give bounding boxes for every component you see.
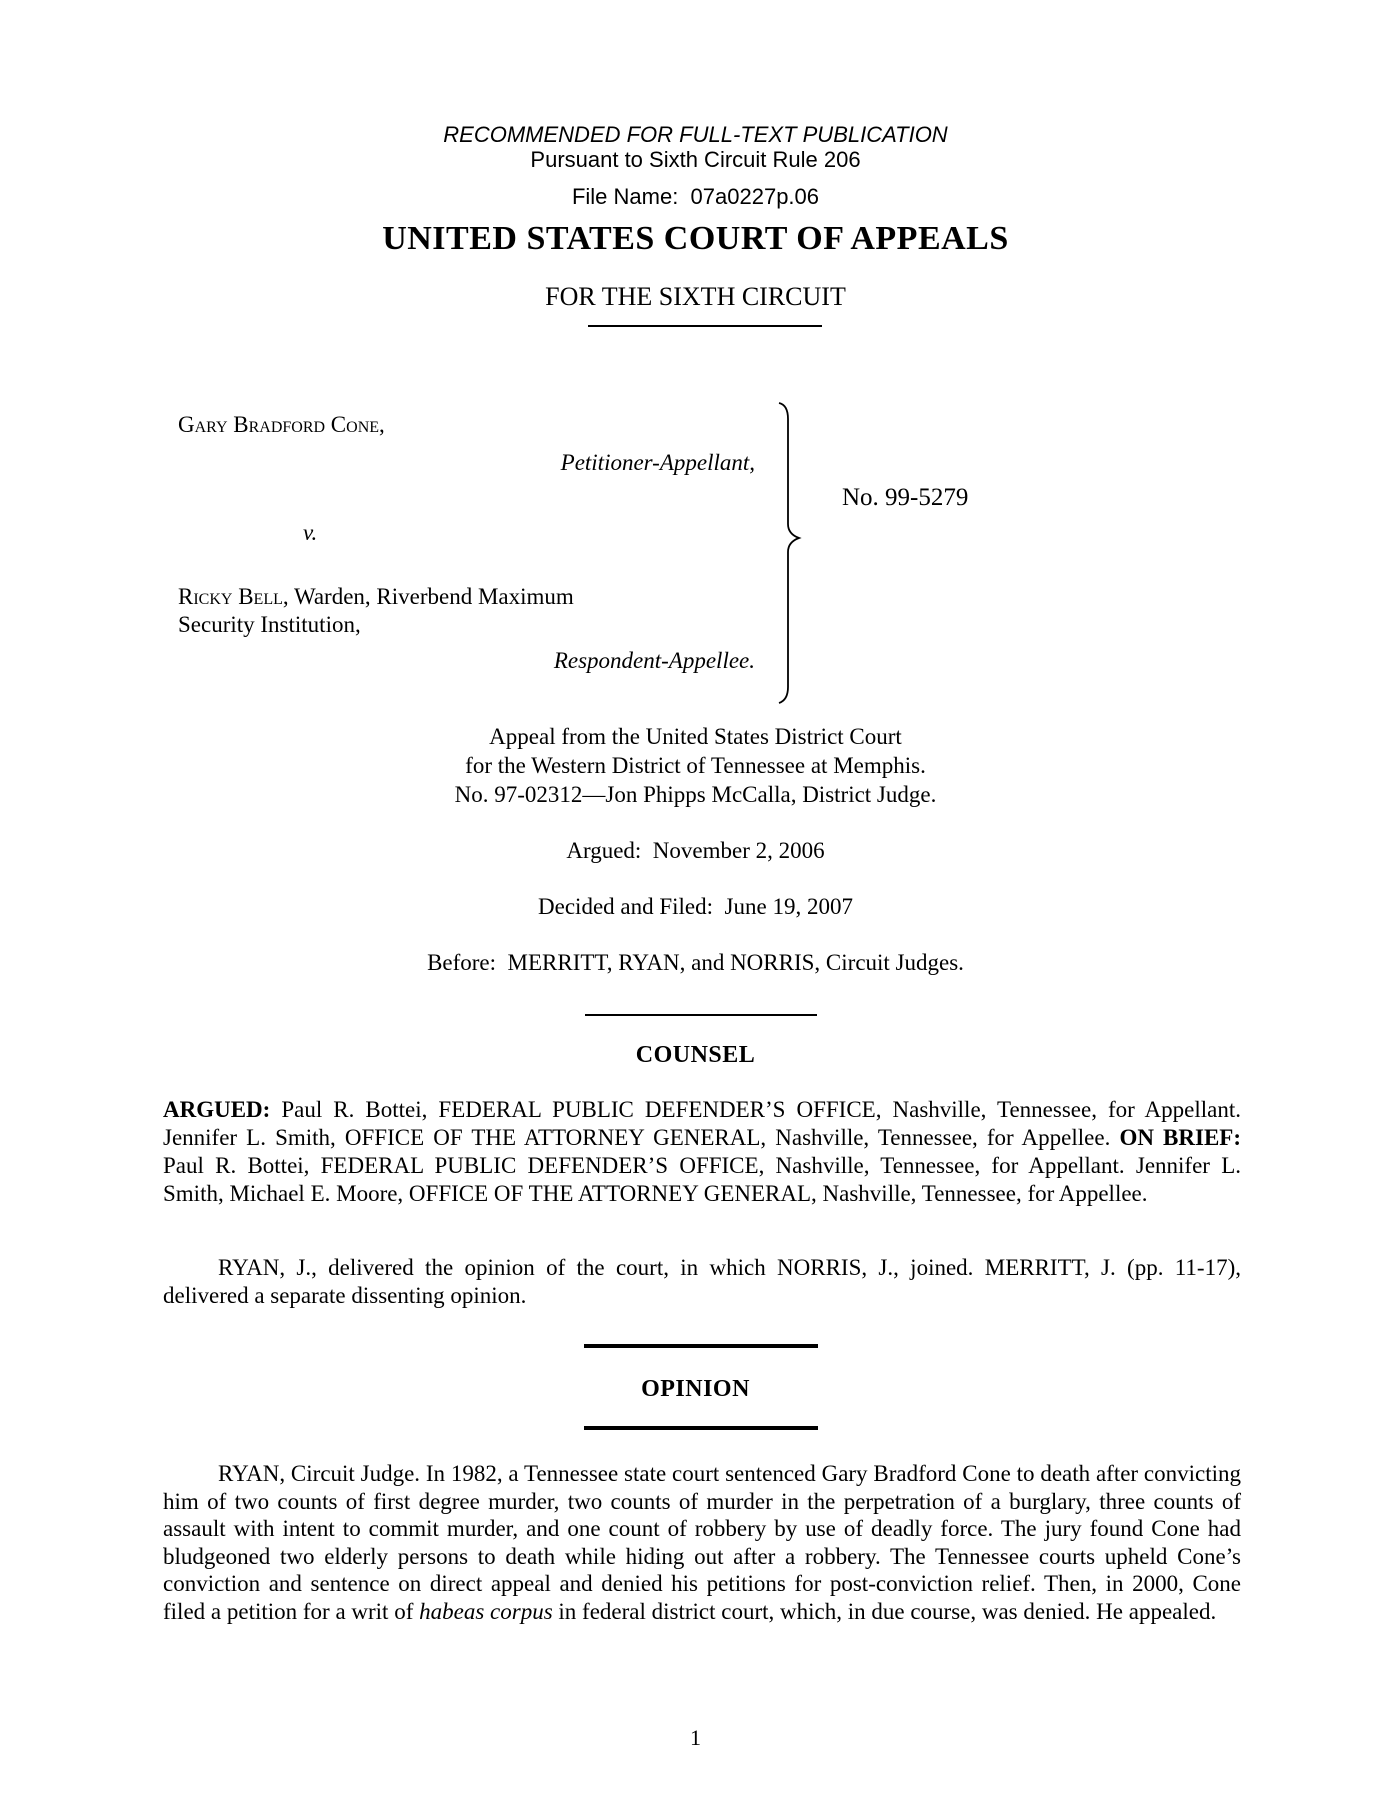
district-case-line: No. 97-02312—Jon Phipps McCalla, District Judge. bbox=[454, 782, 937, 807]
header-divider-rule bbox=[588, 325, 822, 327]
argued-date: Argued: November 2, 2006 bbox=[566, 838, 825, 863]
opinion-heading: OPINION bbox=[641, 1376, 750, 1402]
argued-label: ARGUED: bbox=[163, 1097, 271, 1122]
defendant-name-line2: Security Institution, bbox=[178, 612, 361, 637]
decided-date: Decided and Filed: June 19, 2007 bbox=[538, 894, 853, 919]
case-number: No. 99-5279 bbox=[842, 484, 969, 511]
panel-judges: Before: MERRITT, RYAN, and NORRIS, Circuit Judges. bbox=[427, 950, 964, 975]
defendant-name: Ricky Bell bbox=[178, 584, 283, 609]
file-name: File Name: 07a0227p.06 bbox=[571, 184, 820, 209]
on-brief-label: ON BRIEF: bbox=[1119, 1125, 1241, 1150]
appeal-origin-line2: for the Western District of Tennessee at Memphis. bbox=[465, 753, 926, 778]
versus-label: v. bbox=[303, 520, 318, 545]
publication-notice: RECOMMENDED FOR FULL-TEXT PUBLICATION bbox=[443, 122, 948, 147]
counsel-paragraph bbox=[163, 1096, 1241, 1208]
court-title: UNITED STATES COURT OF APPEALS bbox=[382, 220, 1009, 257]
opinion-top-rule bbox=[584, 1344, 818, 1348]
argued-counsel-text: Paul R. Bottei, FEDERAL PUBLIC DEFENDER’S OFFICE, Nashville, Tennessee, for Appellant. Jennifer L. Smith, OFFICE OF THE ATTORNEY GENERAL, Nashville, Tennessee, for Appellee. bbox=[163, 1097, 1241, 1150]
appeal-origin-line1: Appeal from the United States District Court bbox=[489, 724, 902, 749]
page-number: 1 bbox=[690, 1725, 701, 1750]
plaintiff-role: Petitioner-Appellant, bbox=[560, 450, 755, 475]
habeas-corpus-italic: habeas corpus bbox=[419, 1598, 553, 1624]
defendant-title: , Warden, Riverbend Maximum bbox=[282, 584, 574, 609]
rule-notice: Pursuant to Sixth Circuit Rule 206 bbox=[530, 147, 861, 172]
counsel-divider-rule bbox=[585, 1014, 817, 1016]
court-subtitle: FOR THE SIXTH CIRCUIT bbox=[545, 282, 846, 311]
opinion-text-start: RYAN, Circuit Judge. In 1982, a Tennessee state court sentenced Gary Bradford Cone to death after convicting him of two counts of first degree murder, two counts of murder in the perpetration of a burglary, three counts of assault with intent to commit murder, and one count of robbery by use of deadly force. The jury found Cone had bludgeoned two elderly persons to death while hiding out after a robbery. The Tennessee courts upheld Cone’s conviction and sentence on direct appeal and denied his petitions for post-conviction relief. Then, in 2000, Cone filed a petition for a writ of bbox=[163, 1461, 1241, 1624]
defendant-name-line bbox=[178, 584, 574, 610]
opinion-authorship-note: RYAN, J., delivered the opinion of the court, in which NORRIS, J., joined. MERRITT, J. (pp. 11-17), delivered a separate dissenting opinion. bbox=[163, 1255, 1241, 1308]
plaintiff-name: Gary Bradford Cone, bbox=[178, 412, 385, 437]
on-brief-counsel-text: Paul R. Bottei, FEDERAL PUBLIC DEFENDER’S OFFICE, Nashville, Tennessee, for Appellant. Jennifer L. Smith, Michael E. Moore, OFFICE OF THE ATTORNEY GENERAL, Nashville, Tennessee, for Appellee. bbox=[163, 1153, 1241, 1206]
caption-brace-icon bbox=[776, 402, 802, 704]
defendant-role: Respondent-Appellee. bbox=[553, 648, 755, 673]
counsel-heading: COUNSEL bbox=[635, 1042, 756, 1068]
opinion-body-paragraph bbox=[163, 1460, 1241, 1625]
opinion-text-end: in federal district court, which, in due course, was denied. He appealed. bbox=[552, 1598, 1217, 1624]
opinion-bottom-rule bbox=[584, 1426, 818, 1430]
